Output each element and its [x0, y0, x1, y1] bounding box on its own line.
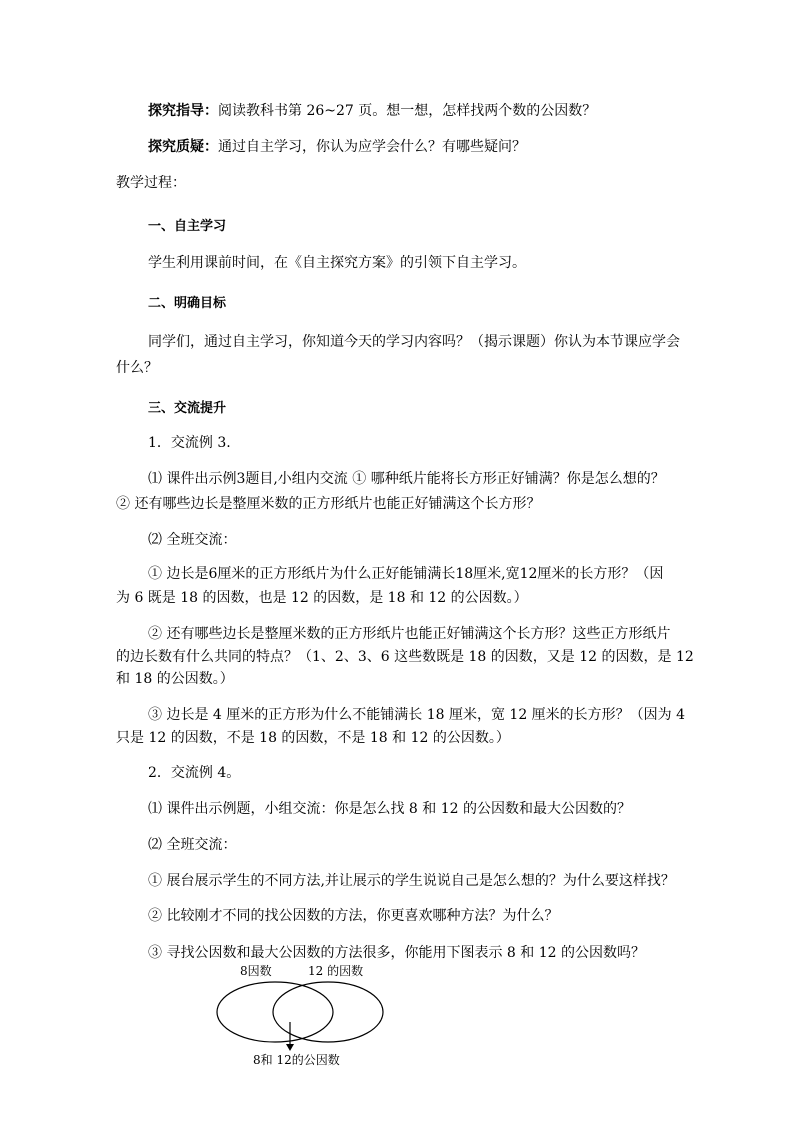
item2-a3: ③ 寻找公因数和最大公因数的方法很多，你能用下图表示 8 和 12 的公因数吗？ [148, 945, 645, 961]
item1-title: 1．交流例 3. [148, 435, 231, 451]
item1-a2-line3: 和 18 的公因数。） [116, 671, 234, 687]
section1-heading: 一、自主学习 [148, 219, 227, 234]
item1-a1-line1: ① 边长是6厘米的正方形纸片为什么正好能铺满长18厘米,宽12厘米的长方形？（因 [148, 566, 664, 582]
section2-text-line2: 什么？ [116, 360, 158, 376]
item2-a1: ① 展台展示学生的不同方法,并让展示的学生说说自己是怎么想的？为什么要这样找？ [148, 873, 675, 889]
item1-p1-line1: ⑴ 课件出示例3题目,小组内交流 ① 哪种纸片能将长方形正好铺满？你是怎么想的？ [148, 471, 665, 487]
section1-text: 学生利用课前时间，在《自主探究方案》的引领下自主学习。 [148, 255, 526, 271]
venn-diagram [200, 960, 400, 1080]
guidance-line [148, 101, 596, 121]
venn-arrow-head [286, 1044, 294, 1051]
item1-a1-line2: 为 6 既是 18 的因数，也是 12 的因数，是 18 和 12 的公因数。） [116, 590, 528, 606]
question-text: 通过自主学习，你认为应学会什么？有哪些疑问？ [218, 139, 526, 155]
item1-a2-line2: 的边长数有什么共同的特点？（1、2、3、6 这些数既是 18 的因数，又是 12 的因数，是 12 [116, 649, 694, 665]
process-title: 教学过程： [116, 175, 186, 191]
venn-label-right: 12 的因数 [308, 964, 364, 978]
question-label: 探究质疑： [148, 139, 218, 155]
item1-p1-line2: ② 还有哪些边长是整厘米数的正方形纸片也能正好铺满这个长方形？ [116, 496, 541, 512]
section3-heading: 三、交流提升 [148, 401, 227, 416]
item2-title: 2．交流例 4。 [148, 765, 241, 781]
section2-heading: 二、明确目标 [148, 296, 227, 311]
item1-a3-line1: ③ 边长是 4 厘米的正方形为什么不能铺满长 18 厘米，宽 12 厘米的长方形？（因为 4 [148, 707, 686, 723]
guidance-text: 阅读教科书第 26~27 页。想一想，怎样找两个数的公因数？ [218, 103, 597, 119]
venn-left-ellipse [217, 982, 333, 1042]
item2-a2: ② 比较刚才不同的找公因数的方法，你更喜欢哪种方法？为什么？ [148, 908, 559, 924]
guidance-label: 探究指导： [148, 103, 218, 119]
question-line [148, 137, 526, 157]
venn-label-bottom: 8和 12的公因数 [253, 1053, 340, 1067]
item1-a2-line1: ② 还有哪些边长是整厘米数的正方形纸片也能正好铺满这个长方形？这些正方形纸片 [148, 626, 671, 642]
section2-text-line1: 同学们，通过自主学习，你知道今天的学习内容吗？（揭示课题）你认为本节课应学会 [148, 334, 680, 350]
item1-p2: ⑵ 全班交流： [148, 532, 237, 548]
venn-label-left: 8因数 [240, 964, 272, 978]
item2-p2: ⑵ 全班交流： [148, 837, 237, 853]
item1-a3-line2: 只是 12 的因数，不是 18 的因数，不是 18 和 12 的公因数。） [116, 730, 510, 746]
item2-p1: ⑴ 课件出示例题，小组交流：你是怎么找 8 和 12 的公因数和最大公因数的？ [148, 801, 631, 817]
